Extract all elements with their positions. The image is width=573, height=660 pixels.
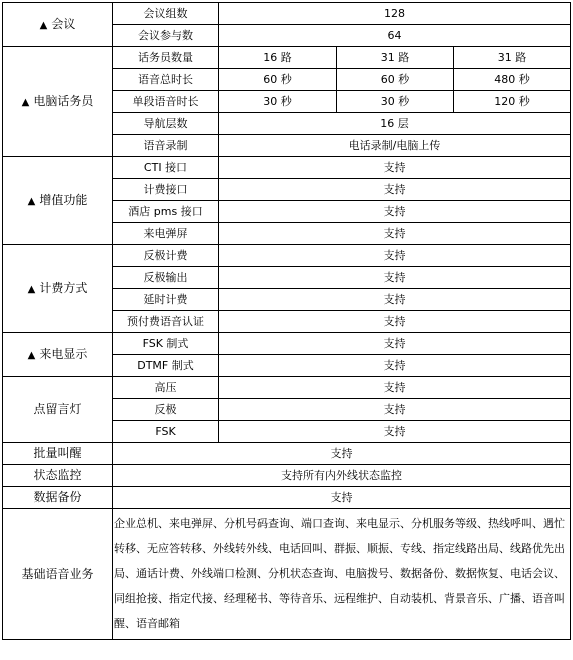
triangle-marker-icon: ▲ bbox=[21, 96, 30, 108]
category-cell: 基础语音业务 bbox=[3, 509, 113, 640]
category-label: 计费方式 bbox=[39, 280, 88, 295]
feature-value-cell: 支持 bbox=[113, 443, 571, 465]
category-cell bbox=[3, 47, 113, 157]
feature-label-cell: 计费接口 bbox=[113, 179, 219, 201]
table-row bbox=[3, 245, 571, 267]
table-row bbox=[3, 443, 571, 465]
feature-label-cell: CTI 接口 bbox=[113, 157, 219, 179]
table-row bbox=[3, 3, 571, 25]
table-row bbox=[3, 465, 571, 487]
category-cell: 数据备份 bbox=[3, 487, 113, 509]
category-label: 来电显示 bbox=[39, 346, 88, 361]
table-row bbox=[3, 487, 571, 509]
feature-label-cell: 语音总时长 bbox=[113, 69, 219, 91]
feature-label-cell: FSK 制式 bbox=[113, 333, 219, 355]
category-cell: 批量叫醒 bbox=[3, 443, 113, 465]
feature-label-cell: 反极 bbox=[113, 399, 219, 421]
feature-value-cell: 16 层 bbox=[219, 113, 571, 135]
feature-label-cell: 话务员数量 bbox=[113, 47, 219, 69]
table-row bbox=[3, 157, 571, 179]
feature-value-cell: 31 路 bbox=[337, 47, 454, 69]
triangle-marker-icon: ▲ bbox=[27, 283, 36, 295]
feature-value-cell: 支持 bbox=[219, 223, 571, 245]
feature-value-cell: 支持 bbox=[113, 487, 571, 509]
feature-value-cell: 16 路 bbox=[219, 47, 337, 69]
feature-value-cell: 120 秒 bbox=[454, 91, 571, 113]
feature-label-cell: 来电弹屏 bbox=[113, 223, 219, 245]
table-row bbox=[3, 377, 571, 399]
feature-label-cell: 反极输出 bbox=[113, 267, 219, 289]
feature-value-cell: 128 bbox=[219, 3, 571, 25]
feature-label-cell: 会议组数 bbox=[113, 3, 219, 25]
feature-value-cell: 支持 bbox=[219, 399, 571, 421]
feature-value-cell: 支持 bbox=[219, 421, 571, 443]
feature-label-cell: 高压 bbox=[113, 377, 219, 399]
category-cell bbox=[3, 377, 113, 443]
triangle-marker-icon: ▲ bbox=[39, 19, 48, 31]
spec-table bbox=[2, 2, 571, 640]
category-label: 增值功能 bbox=[39, 192, 88, 207]
feature-label-cell: 反极计费 bbox=[113, 245, 219, 267]
feature-label-cell: 语音录制 bbox=[113, 135, 219, 157]
feature-label-cell: DTMF 制式 bbox=[113, 355, 219, 377]
feature-value-cell: 60 秒 bbox=[219, 69, 337, 91]
feature-value-cell: 64 bbox=[219, 25, 571, 47]
table-row bbox=[3, 47, 571, 69]
category-label: 点留言灯 bbox=[33, 402, 82, 416]
category-cell bbox=[3, 333, 113, 377]
feature-value-cell: 支持 bbox=[219, 157, 571, 179]
category-cell bbox=[3, 3, 113, 47]
feature-value-cell: 支持 bbox=[219, 311, 571, 333]
table-row bbox=[3, 509, 571, 640]
feature-label-cell: 酒店 pms 接口 bbox=[113, 201, 219, 223]
feature-value-cell: 30 秒 bbox=[337, 91, 454, 113]
basic-services-cell: 企业总机、来电弹屏、分机号码查询、端口查询、来电显示、分机服务等级、热线呼叫、遇忙转移、无应答转移、外线转外线、电话回叫、群振、顺振、专线、指定线路出局、线路优先出局、通话计费、外线端口检测、分机状态查询、电脑拨号、数据备份、数据恢复、电话会议、同组抢接、指定代接、经理秘书、等待音乐、远程维护、自动装机、背景音乐、广播、语音叫醒、语音邮箱 bbox=[113, 509, 571, 640]
category-label: 会议 bbox=[51, 16, 76, 31]
feature-value-cell: 支持 bbox=[219, 333, 571, 355]
feature-value-cell: 支持 bbox=[219, 245, 571, 267]
feature-value-cell: 支持所有内外线状态监控 bbox=[113, 465, 571, 487]
feature-value-cell: 支持 bbox=[219, 179, 571, 201]
spec-table-body bbox=[3, 3, 571, 640]
feature-label-cell: FSK bbox=[113, 421, 219, 443]
feature-label-cell: 导航层数 bbox=[113, 113, 219, 135]
feature-value-cell: 480 秒 bbox=[454, 69, 571, 91]
feature-value-cell: 31 路 bbox=[454, 47, 571, 69]
feature-label-cell: 会议参与数 bbox=[113, 25, 219, 47]
table-row bbox=[3, 333, 571, 355]
feature-value-cell: 支持 bbox=[219, 201, 571, 223]
feature-label-cell: 预付费语音认证 bbox=[113, 311, 219, 333]
feature-label-cell: 单段语音时长 bbox=[113, 91, 219, 113]
triangle-marker-icon: ▲ bbox=[27, 349, 36, 361]
feature-value-cell: 支持 bbox=[219, 377, 571, 399]
feature-label-cell: 延时计费 bbox=[113, 289, 219, 311]
triangle-marker-icon: ▲ bbox=[27, 195, 36, 207]
category-cell: 状态监控 bbox=[3, 465, 113, 487]
category-cell bbox=[3, 157, 113, 245]
category-label: 电脑话务员 bbox=[33, 93, 94, 108]
feature-value-cell: 支持 bbox=[219, 267, 571, 289]
feature-value-cell: 支持 bbox=[219, 289, 571, 311]
feature-value-cell: 支持 bbox=[219, 355, 571, 377]
category-cell bbox=[3, 245, 113, 333]
feature-value-cell: 电话录制/电脑上传 bbox=[219, 135, 571, 157]
feature-value-cell: 30 秒 bbox=[219, 91, 337, 113]
feature-value-cell: 60 秒 bbox=[337, 69, 454, 91]
